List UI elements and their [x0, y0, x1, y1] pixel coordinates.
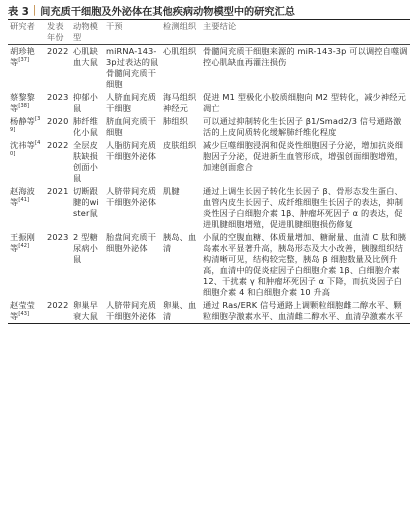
year-cell: 2022 [47, 46, 69, 56]
conclusion-cell: 通过 Ras/ERK 信号通路上调颗粒细胞雌二醇水平、颗粒细胞孕激素水平、血清雌二醇水平、血清孕激素水平 [203, 300, 404, 321]
table-bottom-rule [8, 323, 410, 324]
author-cell [8, 299, 45, 323]
reference-number: [37] [18, 57, 30, 63]
reference-number: [39] [10, 116, 41, 133]
table-row [8, 231, 410, 299]
research-summary-table [8, 19, 410, 324]
header-model: 动物模型 [73, 21, 99, 42]
model-cell: 2 型糖尿病小鼠 [73, 232, 99, 264]
tissue-cell: 心肌组织 [163, 46, 197, 56]
year-cell: 2021 [47, 186, 69, 196]
conclusion-cell: 骨髓间充质干细胞来源的 miR-143-3p 可以调控自噬调控心肌缺血再灌注损伤 [203, 46, 408, 67]
author-name: 王振刚等 [10, 232, 36, 253]
conclusion-cell: 减少巨噬细胞浸润和促炎性细胞因子分泌，增加抗炎细胞因子分泌，促进新生血管形成，增强创面细胞增殖，加速创面愈合 [203, 140, 404, 172]
author-cell [8, 139, 45, 185]
table-number: 表 3 [8, 7, 29, 18]
caption-separator: | [32, 5, 37, 16]
author-name: 赵莹莹等 [10, 300, 36, 321]
conclusion-cell: 促进 M1 型极化小胶质细胞向 M2 型转化，减少神经元凋亡 [203, 92, 406, 113]
reference-number: [40] [10, 140, 41, 157]
year-cell: 2020 [47, 116, 69, 126]
year-cell: 2023 [47, 92, 69, 102]
tissue-cell: 海马组织神经元 [163, 92, 197, 113]
reference-number: [43] [18, 311, 30, 317]
intervention-cell: 胎盘间充质干细胞外泌体 [106, 232, 157, 253]
year-cell: 2023 [47, 232, 69, 242]
table-row [8, 115, 410, 139]
table-row [8, 185, 410, 231]
table-header-row [8, 20, 410, 44]
header-intervention: 干预 [106, 21, 123, 31]
author-name: 沈祎等 [10, 140, 36, 150]
header-author: 研究者 [10, 21, 36, 31]
model-cell: 卵巢早衰大鼠 [73, 300, 99, 321]
intervention-cell: miRNA-143-3p过表达的鼠骨髓间充质干细胞 [106, 46, 159, 89]
tissue-cell: 肌腱 [163, 186, 180, 196]
reference-number: [42] [18, 243, 30, 249]
author-cell [8, 91, 45, 115]
author-name: 蔡黎黎等 [10, 92, 36, 113]
tissue-cell: 肺组织 [163, 116, 189, 126]
model-cell: 全层皮肤缺损创面小鼠 [73, 140, 99, 183]
author-name: 胡珍艳等 [10, 46, 36, 67]
tissue-cell: 皮肤组织 [163, 140, 197, 150]
table-row [8, 139, 410, 185]
author-cell [8, 115, 45, 139]
reference-number: [41] [18, 197, 30, 203]
model-cell: 抑郁小鼠 [73, 92, 99, 113]
intervention-cell: 脐血间充质干细胞 [106, 116, 157, 137]
conclusion-cell: 小鼠的空腹血糖、体质量增加、糖耐量、血清 C 肽和胰岛素水平显著升高，胰岛形态及大小改善，胰腺组织结构清晰可见，结构较完整，胰岛 β 细胞数量及比例升高，血清中的促炎症因子白细胞介素 1β、白细胞介素 12、干扰素 γ 和肿瘤坏死因子 α 下降，而抗炎因子白细胞介素 4 和白细胞介素 10 升高 [203, 232, 407, 297]
tissue-cell: 胰岛、血清 [163, 232, 197, 253]
intervention-cell: 人脐带间充质干细胞外泌体 [106, 186, 157, 207]
model-cell: 切断跟腱的wister鼠 [73, 186, 99, 218]
table-caption [8, 3, 295, 18]
intervention-cell: 人脂肪间充质干细胞外泌体 [106, 140, 157, 161]
author-cell [8, 231, 45, 299]
tissue-cell: 卵巢、血清 [163, 300, 197, 321]
conclusion-cell: 通过上调生长因子转化生长因子 β、骨形态发生蛋白、血管内皮生长因子、成纤维细胞生长因子的表达，抑制炎性因子白细胞介素 1β、肿瘤坏死因子 α 的表达，促进肌腱细胞增殖，促进肌腱细胞损伤修复 [203, 186, 404, 229]
author-cell [8, 185, 45, 231]
model-cell: 心肌缺血大鼠 [73, 46, 99, 67]
author-name: 杨静等 [10, 116, 36, 126]
conclusion-cell: 可以通过抑制转化生长因子 β1/Smad2/3 信号通路激活的上皮间质转化缓解肺纤维化程度 [203, 116, 402, 137]
header-year: 发表年份 [47, 21, 64, 42]
header-conclusion: 主要结论 [203, 21, 237, 31]
year-cell: 2022 [47, 140, 69, 150]
author-cell [8, 45, 45, 91]
header-tissue: 检测组织 [163, 21, 197, 31]
intervention-cell: 人脐带间充质干细胞外泌体 [106, 300, 157, 321]
table-title: 间充质干细胞及外泌体在其他疾病动物模型中的研究汇总 [40, 7, 295, 18]
intervention-cell: 人脐血间充质干细胞 [106, 92, 157, 113]
table-row [8, 299, 410, 323]
author-name: 赵海波等 [10, 186, 36, 207]
reference-number: [38] [18, 103, 30, 109]
year-cell: 2022 [47, 300, 69, 310]
table-row [8, 91, 410, 115]
table-row [8, 45, 410, 91]
model-cell: 肺纤维化小鼠 [73, 116, 99, 137]
